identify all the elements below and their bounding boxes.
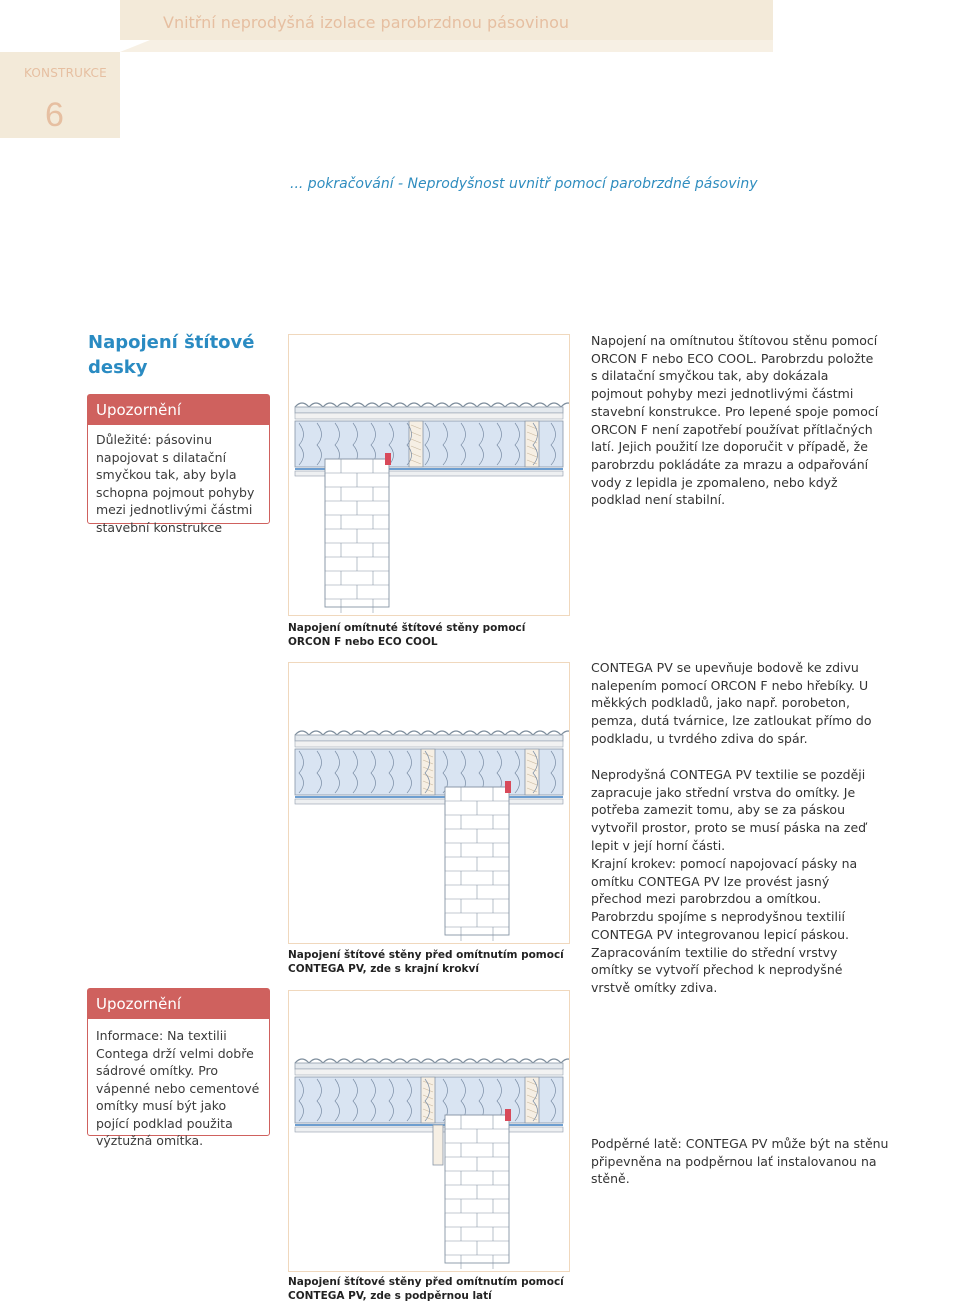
figure-caption-3: Napojení štítové stěny před omítnutím pomocí CONTEGA PV, zde s podpěrnou latí (288, 1276, 564, 1302)
figure-3 (288, 990, 570, 1272)
text-edge-rafter: Krajní krokev: pomocí napojovací pásky na omítku CONTEGA PV lze provést jasný přechod mezi parobrzdou a omítkou. Parobrzdu spojíme s neprodyšnou textilií CONTEGA PV integrovanou lepicí páskou. Zapracováním textilie do střední vrstvy omítky se vytvoří přechod k neprodyšné vrstvě omítky zdiva. (591, 856, 858, 995)
continuation-subtitle: ... pokračování - Neprodyšnost uvnitř pomocí parobrzdné pásoviny (290, 176, 758, 192)
document-title: Vnitřní neprodyšná izolace parobrzdnou pásovinou (163, 13, 570, 32)
text-support-batten: Podpěrné latě: CONTEGA PV může být na stěnu připevněna na podpěrnou lať instalovanou na stěně. (591, 1136, 889, 1187)
header-band-bevel (120, 40, 773, 52)
figure-caption-1: Napojení omítnuté štítové stěny pomocí ORCON F nebo ECO COOL (288, 622, 526, 648)
construction-detail (295, 403, 569, 613)
warning-box-2 (87, 988, 270, 1148)
construction-detail (295, 731, 569, 941)
warning-title: Upozornění (88, 989, 269, 1019)
warning-text: Informace: Na textilii Contega drží velmi dobře sádrové omítky. Pro vápenné nebo cementové omítky musí být jako pojící podklad použita výztužná omítka. (96, 1028, 260, 1148)
text-contega-plaster: Neprodyšná CONTEGA PV textilie se později zapracuje jako střední vrstva do omítky. Je potřeba zamezit tomu, aby se za páskou vytvořil prostor, proto se musí páska na zeď lepit v její horní části. (591, 767, 867, 853)
figure-caption-2: Napojení štítové stěny před omítnutím pomocí CONTEGA PV, zde s krajní krokví (288, 949, 564, 975)
warning-text: Důležité: pásovinu napojovat s dilatační smyčkou tak, aby byla schopna pojmout pohyby mezi jednotlivými částmi stavební konstrukce (96, 432, 255, 535)
gable-wall-diagram (289, 335, 569, 615)
warning-title: Upozornění (88, 395, 269, 425)
section-number: 6 (45, 96, 64, 134)
text-contega-fixing: CONTEGA PV se upevňuje bodově ke zdivu nalepením pomocí ORCON F nebo hřebíky. U měkkých podkladů, jako např. porobeton, pemza, dutá tvárnice, lze zatloukat přímo do podkladu, u tvrdého zdiva do spár. (591, 660, 872, 746)
warning-box-1 (87, 394, 270, 535)
text-orcon-connection: Napojení na omítnutou štítovou stěnu pomocí ORCON F nebo ECO COOL. Parobrzdu položte s dilatační smyčkou tak, aby dokázala pojmout pohyby mezi jednotlivými částmi stavební konstrukce. Pro lepené spoje pomocí ORCON F není zapotřebí používat přítlačných latí. Jejich použití lze doporučit v případě, že parobrzdu pokládáte za mrazu a odpařování vody z lepidla je zpomaleno, nebo když podklad není stabilní. (591, 333, 879, 508)
construction-detail (295, 1059, 569, 1269)
section-label: KONSTRUKCE (24, 66, 107, 80)
figure-2 (288, 662, 570, 944)
figure-1 (288, 334, 570, 616)
section-heading: Napojení štítové desky (88, 332, 255, 378)
gable-wall-diagram (289, 991, 569, 1271)
gable-wall-diagram (289, 663, 569, 943)
